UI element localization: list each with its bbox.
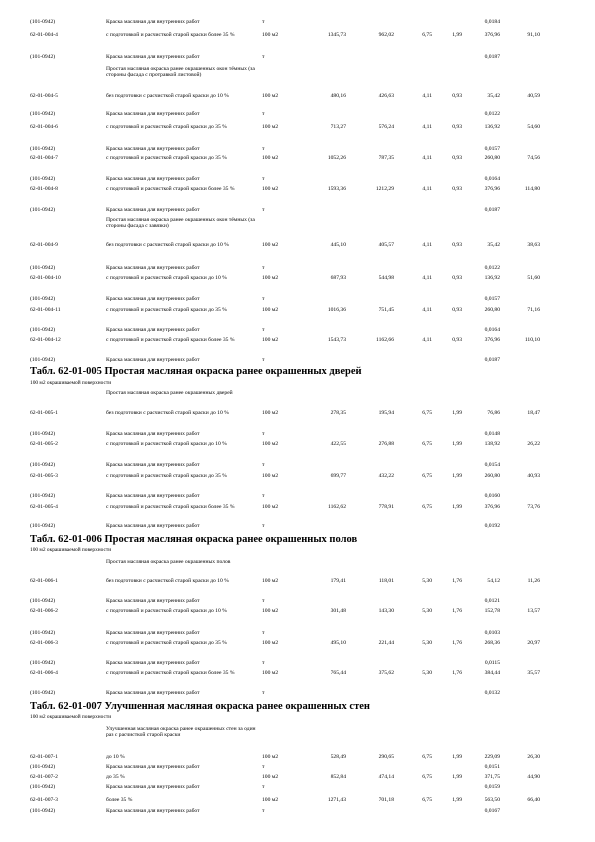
row-value-3: 4,11	[422, 186, 432, 192]
row-value-1: 278,35	[330, 410, 346, 416]
row-name: с подготовкой и расчисткой старой краски до 35 %	[106, 155, 227, 161]
row-value-5: 138,92	[484, 441, 500, 447]
row-unit: т	[262, 176, 265, 182]
row-name: Краска масляная для внутренних работ	[106, 598, 200, 604]
row-name: Улучшенная масляная окраска ранее окрашенных стен за один раз с расчисткой старой краски	[106, 726, 256, 739]
row-value-5: 376,96	[484, 32, 500, 38]
row-value-5: 0,0121	[484, 598, 500, 604]
row-value-5: 260,80	[484, 155, 500, 161]
row-code: (101-0942)	[30, 493, 56, 499]
row-code: 62-01-004-12	[30, 337, 61, 343]
row-value-2: 778,91	[378, 504, 394, 510]
row-value-5: 35,42	[487, 242, 500, 248]
row-name: Краска масляная для внутренних работ	[106, 176, 200, 182]
row-unit: 100 м2	[262, 640, 279, 646]
row-name: Простая масляная окраска ранее окрашенных дверей	[106, 390, 233, 396]
row-code: 62-01-006-3	[30, 640, 58, 646]
row-value-2: 221,44	[378, 640, 394, 646]
row-value-1: 301,48	[330, 608, 346, 614]
row-value-2: 118,01	[378, 578, 394, 584]
row-name: Краска масляная для внутренних работ	[106, 808, 200, 814]
row-unit: т	[262, 357, 265, 363]
row-code: 62-01-006-4	[30, 670, 58, 676]
row-value-3: 5,30	[422, 670, 432, 676]
table-heading: Табл. 62-01-006 Простая масляная окраска ранее окрашенных полов	[30, 534, 358, 545]
row-value-1: 528,49	[330, 754, 346, 760]
row-unit: 100 м2	[262, 797, 279, 803]
row-value-6: 26,30	[527, 754, 540, 760]
row-code: 62-01-007-1	[30, 754, 58, 760]
row-unit: т	[262, 784, 265, 790]
row-value-5: 152,78	[484, 608, 500, 614]
row-value-6: 13,57	[527, 608, 540, 614]
row-value-4: 1,99	[452, 797, 462, 803]
row-code: (101-0942)	[30, 176, 56, 182]
row-value-3: 6,75	[422, 774, 432, 780]
row-value-5: 260,80	[484, 307, 500, 313]
row-value-4: 1,99	[452, 473, 462, 479]
row-value-6: 54,60	[527, 124, 540, 130]
row-unit: 100 м2	[262, 337, 279, 343]
row-value-6: 18,47	[527, 410, 540, 416]
row-value-5: 371,75	[484, 774, 500, 780]
row-value-2: 426,63	[378, 93, 394, 99]
row-unit: т	[262, 764, 265, 770]
row-value-1: 445,10	[330, 242, 346, 248]
row-value-1: 1016,36	[327, 307, 346, 313]
row-code: (101-0942)	[30, 296, 56, 302]
row-value-5: 376,96	[484, 337, 500, 343]
row-name: без подготовки с расчисткой старой краски до 10 %	[106, 242, 229, 248]
row-code: 62-01-005-2	[30, 441, 58, 447]
table-unit-note: 100 м2 окрашиваемой поверхности	[30, 547, 112, 553]
row-name: с подготовкой и расчисткой старой краски до 35 %	[106, 640, 227, 646]
row-value-5: 35,42	[487, 93, 500, 99]
row-unit: 100 м2	[262, 608, 279, 614]
row-name: с подготовкой и расчисткой старой краски более 35 %	[106, 186, 235, 192]
row-code: (101-0942)	[30, 19, 56, 25]
row-name: без подготовки с расчисткой старой краски до 10 %	[106, 410, 229, 416]
row-name: Краска масляная для внутренних работ	[106, 523, 200, 529]
row-code: 62-01-006-1	[30, 578, 58, 584]
row-value-1: 422,55	[330, 441, 346, 447]
row-value-4: 1,76	[452, 608, 462, 614]
row-value-2: 962,02	[378, 32, 394, 38]
row-value-2: 576,24	[378, 124, 394, 130]
row-code: (101-0942)	[30, 431, 56, 437]
row-name: Краска масляная для внутренних работ	[106, 660, 200, 666]
row-value-3: 6,75	[422, 473, 432, 479]
row-unit: 100 м2	[262, 275, 279, 281]
row-code: (101-0942)	[30, 357, 56, 363]
row-unit: 100 м2	[262, 242, 279, 248]
table-unit-note: 100 м2 окрашиваемой поверхности	[30, 380, 112, 386]
row-unit: 100 м2	[262, 186, 279, 192]
row-name: Краска масляная для внутренних работ	[106, 630, 200, 636]
row-value-3: 6,75	[422, 441, 432, 447]
row-name: с подготовкой и расчисткой старой краски до 10 %	[106, 441, 227, 447]
row-unit: т	[262, 630, 265, 636]
row-value-1: 1271,43	[327, 797, 346, 803]
row-value-3: 6,75	[422, 410, 432, 416]
row-unit: т	[262, 146, 265, 152]
row-value-3: 4,11	[422, 337, 432, 343]
row-value-6: 71,16	[527, 307, 540, 313]
row-value-1: 1345,73	[327, 32, 346, 38]
row-code: (101-0942)	[30, 54, 56, 60]
row-value-5: 260,80	[484, 473, 500, 479]
row-value-4: 0,93	[452, 186, 462, 192]
row-value-3: 4,11	[422, 242, 432, 248]
row-value-6: 26,22	[527, 441, 540, 447]
row-unit: 100 м2	[262, 32, 279, 38]
row-code: (101-0942)	[30, 207, 56, 213]
row-value-6: 40,59	[527, 93, 540, 99]
row-name: Краска масляная для внутренних работ	[106, 19, 200, 25]
row-unit: т	[262, 265, 265, 271]
row-code: 62-01-004-7	[30, 155, 58, 161]
row-value-3: 5,30	[422, 578, 432, 584]
row-code: 62-01-005-3	[30, 473, 58, 479]
row-unit: т	[262, 54, 265, 60]
row-value-2: 1162,66	[376, 337, 394, 343]
row-unit: т	[262, 660, 265, 666]
row-value-5: 268,36	[484, 640, 500, 646]
row-name: без подготовки с расчисткой старой краски до 10 %	[106, 93, 229, 99]
row-name: с подготовкой и расчисткой старой краски более 35 %	[106, 670, 235, 676]
row-value-5: 0,0151	[484, 764, 500, 770]
row-value-2: 432,22	[378, 473, 394, 479]
row-value-5: 0,0159	[484, 784, 500, 790]
row-unit: 100 м2	[262, 504, 279, 510]
row-code: (101-0942)	[30, 764, 56, 770]
row-unit: т	[262, 493, 265, 499]
row-unit: т	[262, 19, 265, 25]
row-value-5: 0,0157	[484, 146, 500, 152]
row-value-3: 4,11	[422, 124, 432, 130]
row-value-1: 852,84	[330, 774, 346, 780]
row-unit: т	[262, 111, 265, 117]
row-value-1: 699,77	[330, 473, 346, 479]
row-code: 62-01-004-6	[30, 124, 58, 130]
row-unit: 100 м2	[262, 124, 279, 130]
row-code: 62-01-007-2	[30, 774, 58, 780]
row-value-2: 751,45	[378, 307, 394, 313]
row-code: 62-01-004-10	[30, 275, 61, 281]
row-value-2: 405,57	[378, 242, 394, 248]
row-value-6: 73,76	[527, 504, 540, 510]
row-name: Краска масляная для внутренних работ	[106, 764, 200, 770]
row-name: с подготовкой и расчисткой старой краски до 10 %	[106, 608, 227, 614]
row-unit: 100 м2	[262, 578, 279, 584]
row-code: (101-0942)	[30, 265, 56, 271]
row-name: Краска масляная для внутренних работ	[106, 54, 200, 60]
row-code: (101-0942)	[30, 630, 56, 636]
row-value-5: 0,0164	[484, 327, 500, 333]
row-name: Краска масляная для внутренних работ	[106, 431, 200, 437]
row-value-4: 1,76	[452, 578, 462, 584]
row-value-2: 1212,29	[375, 186, 394, 192]
row-value-5: 0,0132	[484, 690, 500, 696]
row-name: с подготовкой и расчисткой старой краски до 10 %	[106, 275, 227, 281]
row-value-4: 0,93	[452, 93, 462, 99]
row-name: Краска масляная для внутренних работ	[106, 357, 200, 363]
row-value-5: 0,0160	[484, 493, 500, 499]
row-value-1: 480,16	[330, 93, 346, 99]
row-name: с подготовкой и расчисткой старой краски более 35 %	[106, 337, 235, 343]
row-name: Краска масляная для внутренних работ	[106, 784, 200, 790]
row-unit: 100 м2	[262, 473, 279, 479]
row-value-3: 6,75	[422, 504, 432, 510]
row-value-5: 136,92	[484, 124, 500, 130]
row-unit: т	[262, 462, 265, 468]
row-value-6: 74,56	[527, 155, 540, 161]
row-unit: 100 м2	[262, 441, 279, 447]
row-name: с подготовкой и расчисткой старой краски до 35 %	[106, 473, 227, 479]
row-name: Краска масляная для внутренних работ	[106, 462, 200, 468]
row-name: Простая масляная окраска ранее окрашенных окон тёмных (за стороны фасада с протравкой листовой)	[106, 66, 255, 79]
row-unit: т	[262, 808, 265, 814]
row-value-1: 765,44	[330, 670, 346, 676]
row-code: (101-0942)	[30, 660, 56, 666]
row-unit: т	[262, 523, 265, 529]
row-value-5: 0,0122	[484, 265, 500, 271]
row-unit: 100 м2	[262, 670, 279, 676]
row-value-4: 0,93	[452, 337, 462, 343]
row-value-4: 1,76	[452, 670, 462, 676]
row-code: (101-0942)	[30, 111, 56, 117]
row-value-4: 0,93	[452, 155, 462, 161]
row-code: (101-0942)	[30, 462, 56, 468]
row-value-2: 276,88	[378, 441, 394, 447]
row-value-6: 35,57	[527, 670, 540, 676]
row-unit: т	[262, 296, 265, 302]
row-name: более 35 %	[106, 797, 133, 803]
row-value-2: 787,35	[378, 155, 394, 161]
row-value-3: 4,11	[422, 93, 432, 99]
row-value-6: 20,97	[527, 640, 540, 646]
row-value-1: 713,27	[330, 124, 346, 130]
row-unit: 100 м2	[262, 307, 279, 313]
row-value-3: 5,30	[422, 608, 432, 614]
row-value-5: 563,50	[484, 797, 500, 803]
row-code: 62-01-004-5	[30, 93, 58, 99]
row-value-3: 4,11	[422, 307, 432, 313]
row-value-5: 0,0154	[484, 462, 500, 468]
row-value-1: 495,10	[330, 640, 346, 646]
row-value-1: 179,41	[330, 578, 346, 584]
row-code: (101-0942)	[30, 598, 56, 604]
row-code: 62-01-004-9	[30, 242, 58, 248]
row-name: Краска масляная для внутренних работ	[106, 493, 200, 499]
row-code: (101-0942)	[30, 523, 56, 529]
table-heading: Табл. 62-01-007 Улучшенная масляная окраска ранее окрашенных стен	[30, 701, 370, 712]
row-value-5: 0,0164	[484, 176, 500, 182]
row-value-2: 143,30	[378, 608, 394, 614]
row-name: Краска масляная для внутренних работ	[106, 111, 200, 117]
row-value-4: 1,99	[452, 754, 462, 760]
row-code: (101-0942)	[30, 808, 56, 814]
row-value-3: 4,11	[422, 155, 432, 161]
row-name: с подготовкой и расчисткой старой краски до 35 %	[106, 307, 227, 313]
row-value-2: 195,94	[378, 410, 394, 416]
row-value-5: 0,0115	[484, 660, 500, 666]
row-value-5: 54,12	[487, 578, 500, 584]
row-unit: 100 м2	[262, 754, 279, 760]
row-value-3: 6,75	[422, 797, 432, 803]
row-value-3: 6,75	[422, 32, 432, 38]
row-value-4: 0,93	[452, 242, 462, 248]
row-unit: 100 м2	[262, 410, 279, 416]
row-name: Краска масляная для внутренних работ	[106, 207, 200, 213]
row-unit: т	[262, 598, 265, 604]
row-unit: т	[262, 690, 265, 696]
row-unit: 100 м2	[262, 155, 279, 161]
row-value-2: 544,98	[378, 275, 394, 281]
row-name: Простая масляная окраска ранее окрашенных окон тёмных (за стороны фасада с завязки)	[106, 217, 255, 230]
row-value-5: 0,0192	[484, 523, 500, 529]
row-value-6: 110,10	[524, 337, 540, 343]
row-value-5: 376,96	[484, 186, 500, 192]
row-code: 62-01-004-4	[30, 32, 58, 38]
row-value-5: 376,96	[484, 504, 500, 510]
row-value-5: 229,09	[484, 754, 500, 760]
row-code: 62-01-006-2	[30, 608, 58, 614]
row-name: Краска масляная для внутренних работ	[106, 327, 200, 333]
row-code: (101-0942)	[30, 690, 56, 696]
row-value-5: 0,0187	[484, 357, 500, 363]
row-code: 62-01-004-11	[30, 307, 61, 313]
row-value-5: 76,86	[487, 410, 500, 416]
row-value-5: 136,92	[484, 275, 500, 281]
row-value-6: 44,90	[527, 774, 540, 780]
row-name: с подготовкой и расчисткой старой краски до 35 %	[106, 124, 227, 130]
table-heading: Табл. 62-01-005 Простая масляная окраска ранее окрашенных дверей	[30, 366, 362, 377]
row-code: 62-01-005-1	[30, 410, 58, 416]
row-value-4: 1,99	[452, 410, 462, 416]
row-value-2: 290,65	[378, 754, 394, 760]
row-value-4: 0,93	[452, 307, 462, 313]
row-value-5: 0,0167	[484, 808, 500, 814]
row-name: Краска масляная для внутренних работ	[106, 296, 200, 302]
row-unit: т	[262, 207, 265, 213]
row-name: Краска масляная для внутренних работ	[106, 265, 200, 271]
row-code: 62-01-004-8	[30, 186, 58, 192]
row-name: Краска масляная для внутренних работ	[106, 690, 200, 696]
row-value-6: 91,10	[527, 32, 540, 38]
row-unit: т	[262, 431, 265, 437]
row-value-2: 375,62	[378, 670, 394, 676]
row-value-1: 687,93	[330, 275, 346, 281]
row-unit: т	[262, 327, 265, 333]
row-code: 62-01-005-4	[30, 504, 58, 510]
row-value-5: 0,0122	[484, 111, 500, 117]
table-unit-note: 100 м2 окрашиваемой поверхности	[30, 714, 112, 720]
row-value-4: 0,93	[452, 275, 462, 281]
row-value-3: 6,75	[422, 754, 432, 760]
row-value-5: 0,0157	[484, 296, 500, 302]
row-value-6: 38,63	[527, 242, 540, 248]
row-value-5: 0,0187	[484, 54, 500, 60]
row-value-1: 1052,26	[327, 155, 346, 161]
row-value-3: 4,11	[422, 275, 432, 281]
row-name: до 10 %	[106, 754, 125, 760]
row-name: до 35 %	[106, 774, 125, 780]
row-value-1: 1543,73	[327, 337, 346, 343]
row-value-6: 40,93	[527, 473, 540, 479]
row-value-2: 701,18	[378, 797, 394, 803]
row-name: без подготовки с расчисткой старой краски до 10 %	[106, 578, 229, 584]
row-value-6: 114,80	[524, 186, 540, 192]
row-value-4: 1,76	[452, 640, 462, 646]
row-value-6: 66,40	[527, 797, 540, 803]
row-value-5: 0,0148	[484, 431, 500, 437]
row-value-4: 1,99	[452, 32, 462, 38]
row-name: Краска масляная для внутренних работ	[106, 146, 200, 152]
row-value-5: 0,0187	[484, 207, 500, 213]
row-value-5: 384,44	[484, 670, 500, 676]
row-value-6: 11,26	[527, 578, 540, 584]
row-value-2: 474,14	[378, 774, 394, 780]
row-unit: 100 м2	[262, 93, 279, 99]
row-value-4: 1,99	[452, 441, 462, 447]
row-name: Простая масляная окраска ранее окрашенных полов	[106, 559, 231, 565]
row-value-4: 0,93	[452, 124, 462, 130]
row-unit: 100 м2	[262, 774, 279, 780]
row-value-4: 1,99	[452, 774, 462, 780]
row-value-1: 1162,62	[328, 504, 346, 510]
row-code: (101-0942)	[30, 327, 56, 333]
row-code: 62-01-007-3	[30, 797, 58, 803]
row-value-3: 5,30	[422, 640, 432, 646]
row-value-5: 0,0103	[484, 630, 500, 636]
row-value-6: 51,60	[527, 275, 540, 281]
row-name: с подготовкой и расчисткой старой краски более 35 %	[106, 504, 235, 510]
row-value-5: 0,0184	[484, 19, 500, 25]
row-value-1: 1593,36	[327, 186, 346, 192]
row-name: с подготовкой и расчисткой старой краски более 35 %	[106, 32, 235, 38]
row-code: (101-0942)	[30, 146, 56, 152]
row-code: (101-0942)	[30, 784, 56, 790]
row-value-4: 1,99	[452, 504, 462, 510]
